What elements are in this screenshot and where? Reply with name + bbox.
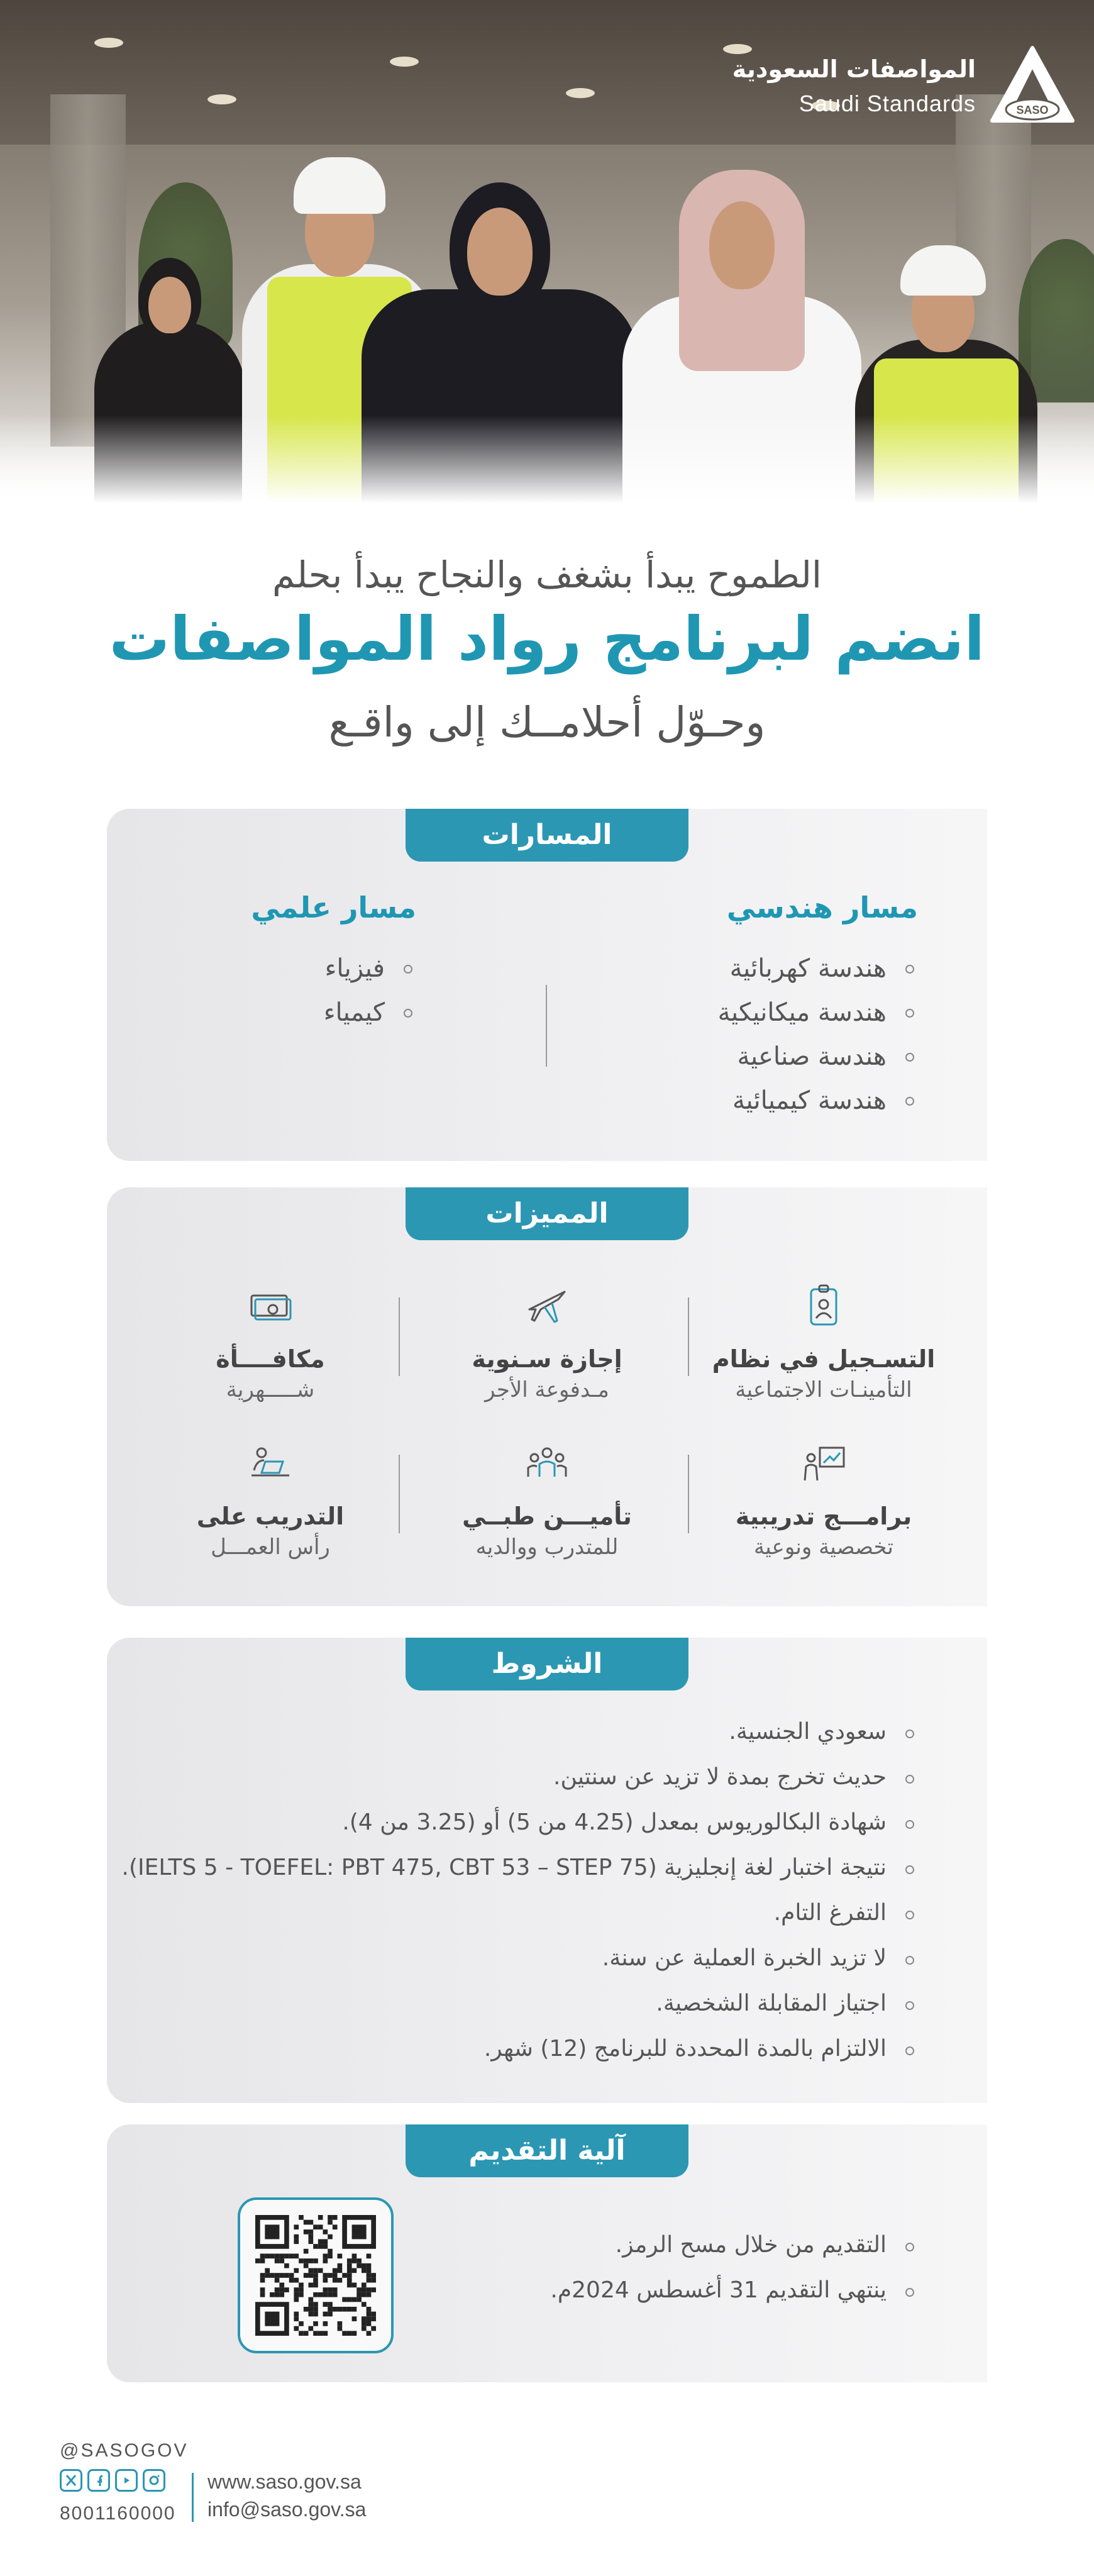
benefit-subtitle: تخصصية ونوعية xyxy=(754,1535,893,1560)
benefit-title: مكافــــأة xyxy=(216,1345,325,1373)
list-item: كيمياء xyxy=(324,997,416,1028)
social-icons xyxy=(60,2469,170,2494)
application-list xyxy=(550,2231,918,2322)
id-badge-icon xyxy=(798,1282,849,1332)
benefit-subtitle: رأس العمـــل xyxy=(211,1535,330,1560)
benefit-subtitle: للمتدرب ووالديه xyxy=(475,1535,619,1560)
benefit-title: إجازة سـنوية xyxy=(472,1345,622,1373)
website-link[interactable]: www.saso.gov.sa xyxy=(207,2470,362,2493)
application-section-title: آلية التقديم xyxy=(406,2124,688,2177)
qr-code-icon[interactable] xyxy=(255,2215,376,2336)
x-icon[interactable] xyxy=(60,2469,82,2492)
saso-triangle-icon xyxy=(988,44,1076,126)
list-item: هندسة كيميائية xyxy=(718,1085,918,1116)
benefit-title: برامـــج تدريبية xyxy=(735,1502,912,1530)
airplane-icon xyxy=(522,1282,572,1332)
engineering-track-title: مسار هندسي xyxy=(726,891,918,924)
medical-group-icon xyxy=(522,1439,572,1489)
saso-logo xyxy=(732,44,1076,126)
divider xyxy=(688,1455,689,1533)
ceiling-light xyxy=(207,94,236,104)
list-item: التفرغ التام. xyxy=(122,1899,918,1927)
conditions-section xyxy=(107,1638,987,2103)
email-link[interactable]: info@saso.gov.sa xyxy=(207,2498,367,2521)
benefit-subtitle: مـدفوعة الأجر xyxy=(485,1377,609,1402)
subtitle: وحـوّل أحلامــك إلى واقـع xyxy=(328,698,766,747)
tracks-section xyxy=(107,809,987,1161)
benefits-section-title: المميزات xyxy=(406,1187,688,1240)
conditions-section-title: الشروط xyxy=(406,1638,688,1690)
phone-number[interactable]: 8001160000 xyxy=(60,2503,176,2524)
list-item: هندسة كهربائية xyxy=(718,953,918,984)
benefit-title: التدريب على xyxy=(196,1502,345,1530)
benefit-monthly-reward xyxy=(157,1282,384,1405)
list-item: اجتياز المقابلة الشخصية. xyxy=(122,1990,918,2018)
divider xyxy=(688,1297,689,1376)
benefit-title: تأميـــن طبــي xyxy=(462,1502,632,1530)
brand-name-en: Saudi Standards xyxy=(798,91,976,116)
hero-fade xyxy=(0,415,1094,503)
science-track-list xyxy=(324,953,416,1041)
list-item: هندسة ميكانيكية xyxy=(718,997,918,1028)
list-item: شهادة البكالوريوس بمعدل (4.25 من 5) أو (3.25 من 4). xyxy=(122,1809,918,1836)
benefit-medical-insurance xyxy=(434,1439,660,1562)
tagline: الطموح يبدأ بشغف والنجاح يبدأ بحلم xyxy=(272,553,822,596)
divider xyxy=(399,1455,400,1533)
conditions-list xyxy=(122,1718,918,2080)
page-title: انضم لبرنامج رواد المواصفات xyxy=(109,604,985,674)
benefit-social-insurance xyxy=(710,1282,937,1405)
engineering-track-list xyxy=(718,953,918,1130)
ceiling-light xyxy=(94,38,123,48)
list-item: حديث تخرج بمدة لا تزيد عن سنتين. xyxy=(122,1763,918,1791)
qr-code-frame[interactable] xyxy=(238,2197,394,2353)
list-item: ينتهي التقديم 31 أغسطس 2024م. xyxy=(550,2277,918,2304)
benefit-subtitle: شـــــهرية xyxy=(226,1377,315,1402)
footer-divider xyxy=(192,2473,194,2522)
instagram-icon[interactable] xyxy=(143,2469,165,2492)
list-item: فيزياء xyxy=(324,953,416,984)
list-item: نتيجة اختبار لغة إنجليزية (IELTS 5 - TOEFEL: PBT 475, CBT 53 – STEP 75). xyxy=(122,1854,918,1882)
divider xyxy=(399,1297,400,1376)
brand-name-ar: المواصفات السعودية xyxy=(732,55,976,83)
divider xyxy=(546,985,547,1067)
ceiling-light xyxy=(723,44,752,54)
benefits-section xyxy=(107,1187,987,1606)
science-track-title: مسار علمي xyxy=(251,891,416,924)
application-section xyxy=(107,2124,987,2382)
footer xyxy=(60,2440,500,2547)
list-item: الالتزام بالمدة المحددة للبرنامج (12) شهر. xyxy=(122,2035,918,2063)
logo-abbr: SASO xyxy=(1016,104,1049,116)
ceiling-light xyxy=(566,88,595,98)
list-item: سعودي الجنسية. xyxy=(122,1718,918,1746)
benefit-title: التسـجيل في نظام xyxy=(712,1345,936,1373)
youtube-icon[interactable] xyxy=(115,2469,138,2492)
social-handle[interactable]: @SASOGOV xyxy=(60,2440,189,2461)
ceiling-light xyxy=(390,57,419,67)
tracks-section-title: المسارات xyxy=(406,809,688,862)
benefit-annual-leave xyxy=(434,1282,660,1405)
money-icon xyxy=(245,1282,296,1332)
presentation-icon xyxy=(798,1439,849,1489)
list-item: التقديم من خلال مسح الرمز. xyxy=(550,2231,918,2259)
benefit-on-job-training xyxy=(157,1439,384,1562)
facebook-icon[interactable] xyxy=(87,2469,110,2492)
benefit-subtitle: التأمينـات الاجتماعية xyxy=(735,1377,912,1402)
laptop-user-icon xyxy=(245,1439,296,1489)
list-item: هندسة صناعية xyxy=(718,1041,918,1072)
benefit-training-programs xyxy=(710,1439,937,1562)
list-item: لا تزيد الخبرة العملية عن سنة. xyxy=(122,1945,918,1972)
